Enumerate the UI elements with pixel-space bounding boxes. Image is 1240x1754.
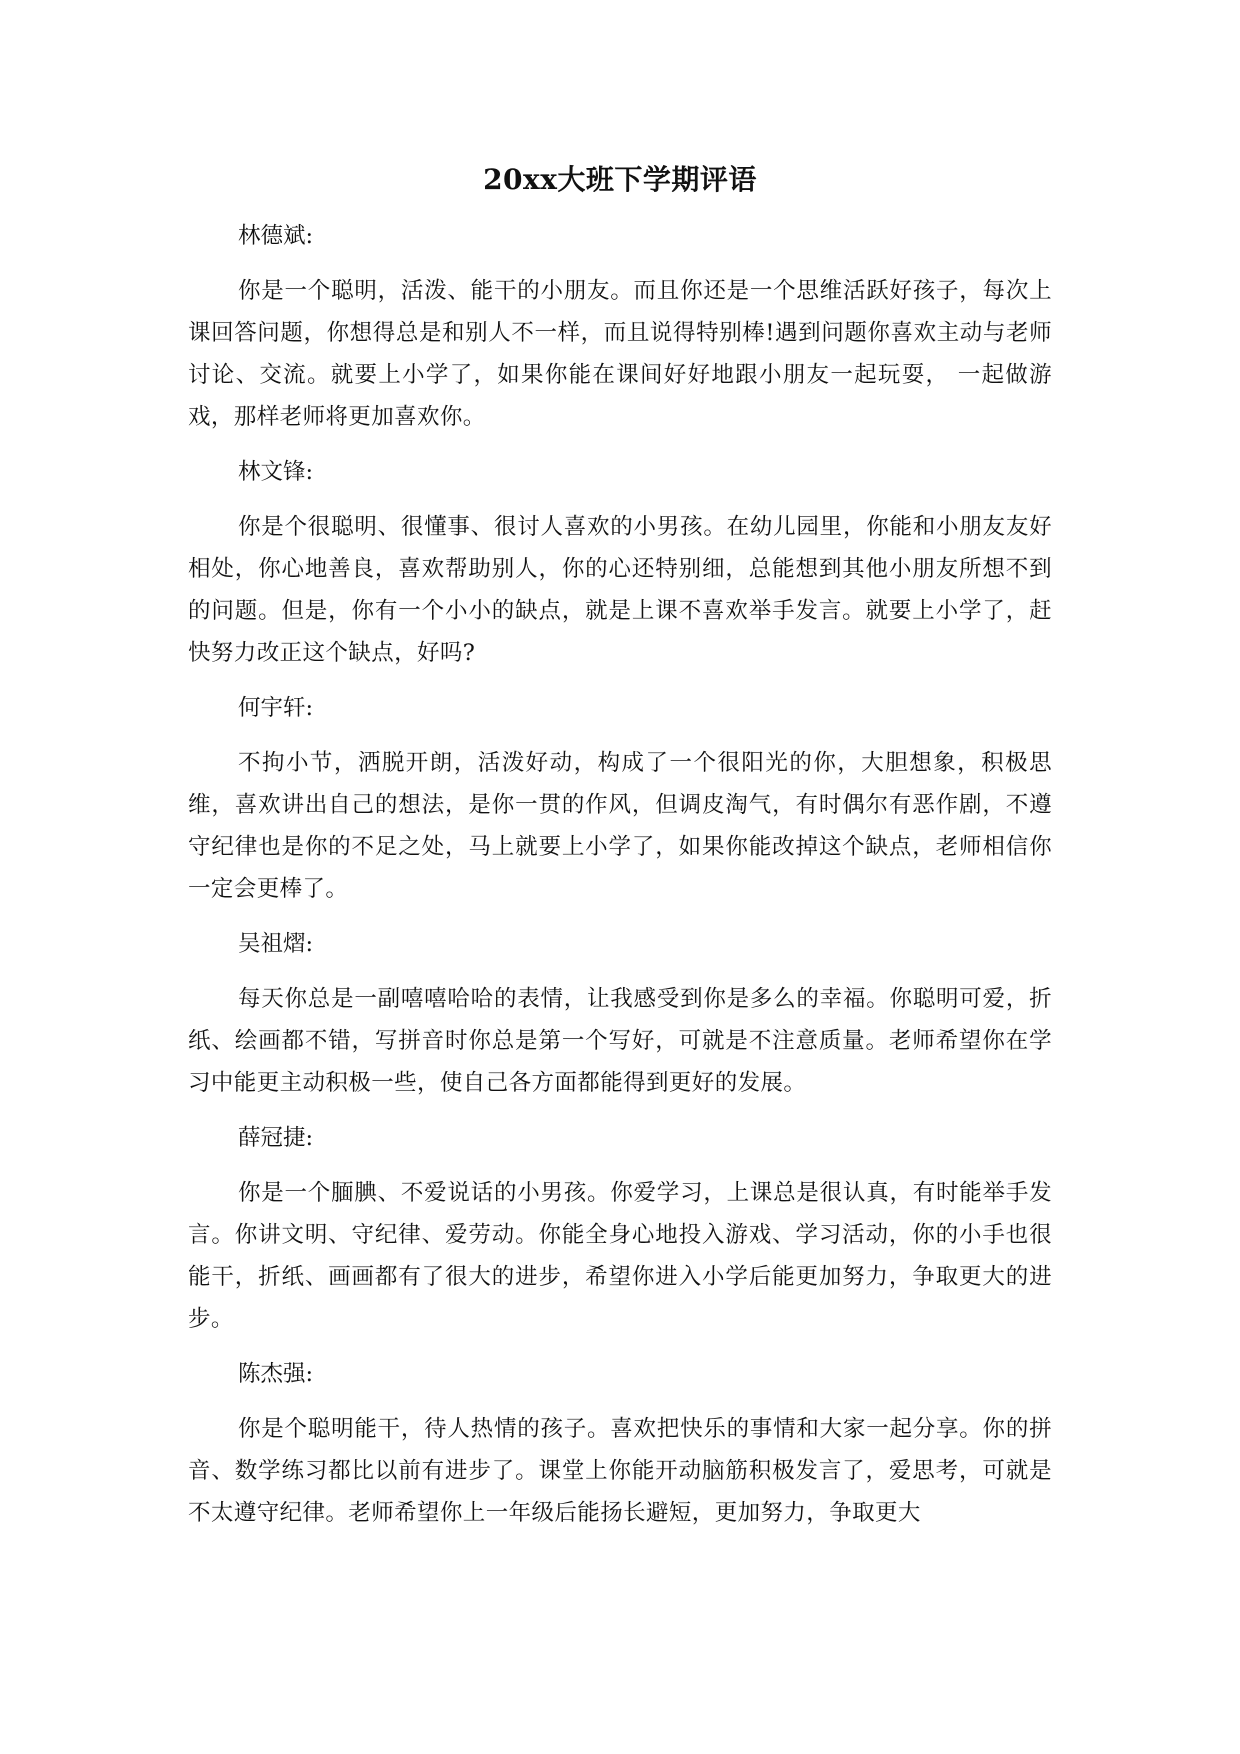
student-comment: 你是个很聪明、很懂事、很讨人喜欢的小男孩。在幼儿园里，你能和小朋友友好相处，你心地善良，喜欢帮助别人，你的心还特别细，总能想到其他小朋友所想不到的问题。但是，你有一个小小的缺点，就是上课不喜欢举手发言。就要上小学了，赶快努力改正这个缺点，好吗? <box>188 514 1052 666</box>
student-name: 薛冠捷: <box>238 1125 314 1151</box>
student-name: 何宇轩: <box>238 695 314 721</box>
entry-he-yuxuan <box>188 686 1052 910</box>
student-name: 陈杰强: <box>238 1361 314 1387</box>
student-name: 吴祖熠: <box>238 931 314 957</box>
entry-lin-debin <box>188 214 1052 438</box>
student-name: 林德斌: <box>238 223 314 249</box>
entry-lin-wenfeng <box>188 450 1052 674</box>
student-comment: 你是个聪明能干，待人热情的孩子。喜欢把快乐的事情和大家一起分享。你的拼音、数学练习都比以前有进步了。课堂上你能开动脑筋积极发言了，爱思考，可就是不太遵守纪律。老师希望你上一年级后能扬长避短，更加努力，争取更大 <box>188 1416 1052 1526</box>
student-comment: 每天你总是一副嘻嘻哈哈的表情，让我感受到你是多么的幸福。你聪明可爱，折纸、绘画都不错，写拼音时你总是第一个写好，可就是不注意质量。老师希望你在学习中能更主动积极一些，使自己各方面都能得到更好的发展。 <box>188 986 1052 1096</box>
entry-chen-jieqiang <box>188 1352 1052 1534</box>
student-name: 林文锋: <box>238 459 314 485</box>
student-comment: 不拘小节，洒脱开朗，活泼好动，构成了一个很阳光的你，大胆想象，积极思维，喜欢讲出自己的想法，是你一贯的作风，但调皮淘气，有时偶尔有恶作剧，不遵守纪律也是你的不足之处，马上就要上小学了，如果你能改掉这个缺点，老师相信你一定会更棒了。 <box>188 750 1052 902</box>
document-title: 20xx大班下学期评语 <box>483 163 757 196</box>
entry-wu-zuyi <box>188 922 1052 1104</box>
student-comment: 你是一个聪明，活泼、能干的小朋友。而且你还是一个思维活跃好孩子，每次上课回答问题，你想得总是和别人不一样，而且说得特别棒!遇到问题你喜欢主动与老师讨论、交流。就要上小学了，如果你能在课间好好地跟小朋友一起玩耍， 一起做游戏，那样老师将更加喜欢你。 <box>188 278 1052 430</box>
entry-xue-guanjie <box>188 1116 1052 1340</box>
comments-body <box>188 214 1052 1546</box>
student-comment: 你是一个腼腆、不爱说话的小男孩。你爱学习，上课总是很认真，有时能举手发言。你讲文明、守纪律、爱劳动。你能全身心地投入游戏、学习活动，你的小手也很能干，折纸、画画都有了很大的进步，希望你进入小学后能更加努力，争取更大的进步。 <box>188 1180 1052 1332</box>
